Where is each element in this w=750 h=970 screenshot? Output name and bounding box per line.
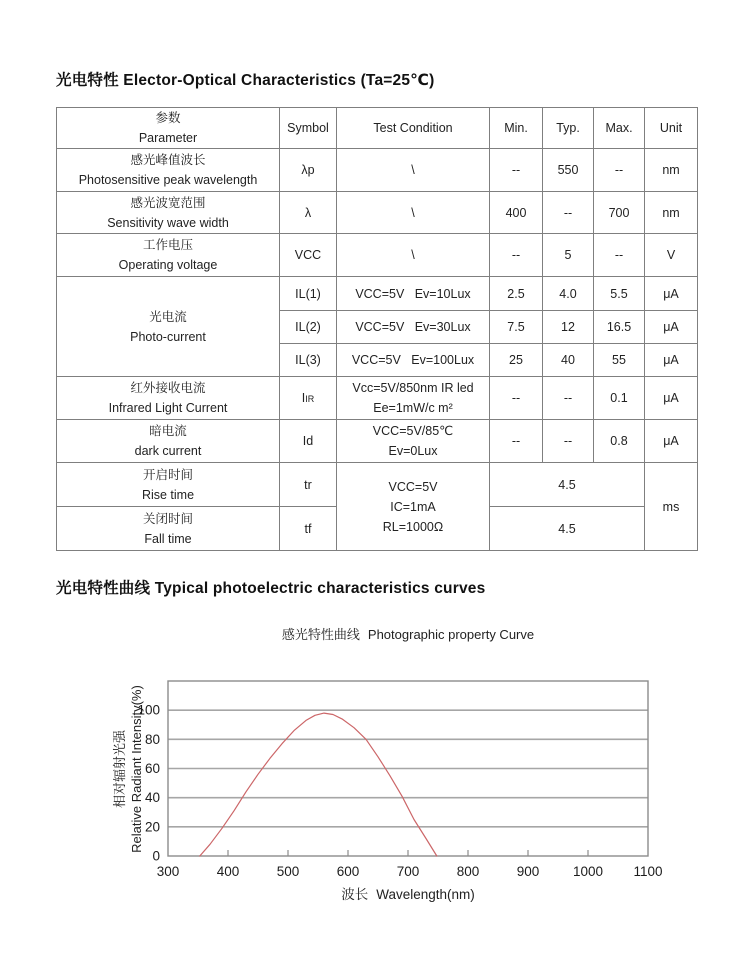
max-cell: 0.8 bbox=[594, 420, 645, 463]
x-tick-label-500: 500 bbox=[276, 864, 300, 879]
y-tick-label-20: 20 bbox=[144, 819, 160, 835]
condition-line3: RL=1000Ω bbox=[382, 519, 444, 534]
min-cell: 25 bbox=[490, 344, 543, 377]
condition-cell: \ bbox=[337, 234, 490, 277]
typ-cell: 12 bbox=[543, 311, 594, 344]
x-tick-label-800: 800 bbox=[456, 864, 480, 879]
param-cn: 感光峰值波长 bbox=[130, 153, 206, 167]
unit-cell: nm bbox=[645, 192, 698, 234]
symbol-cell: tr bbox=[280, 463, 337, 507]
x-tick-label-1100: 1100 bbox=[633, 864, 663, 879]
max-cell: 16.5 bbox=[594, 311, 645, 344]
condition-cell: VCC=5V Ev=10Lux bbox=[337, 277, 490, 311]
symbol-cell: IL(1) bbox=[280, 277, 337, 311]
header-typ: Typ. bbox=[543, 108, 594, 149]
unit-cell: μA bbox=[645, 277, 698, 311]
symbol-cell: IL(2) bbox=[280, 311, 337, 344]
param-en: dark current bbox=[134, 444, 202, 458]
row-infrared-current bbox=[57, 377, 698, 420]
typ-cell: 40 bbox=[543, 344, 594, 377]
row-wave-width bbox=[57, 192, 698, 234]
y-tick-label-60: 60 bbox=[144, 761, 160, 776]
header-symbol: Symbol bbox=[280, 108, 337, 149]
row-photo-current-il1 bbox=[57, 277, 698, 311]
x-tick-label-900: 900 bbox=[516, 864, 540, 879]
min-cell: 7.5 bbox=[490, 311, 543, 344]
param-en: Fall time bbox=[144, 531, 192, 546]
param-cell bbox=[57, 420, 280, 463]
response-curve bbox=[200, 713, 437, 856]
row-rise-time bbox=[57, 463, 698, 507]
symbol-cell: Id bbox=[280, 420, 337, 463]
typ-cell: -- bbox=[543, 420, 594, 463]
min-cell: 400 bbox=[490, 192, 543, 234]
response-curve-chart bbox=[100, 618, 720, 918]
symbol-cell: λ bbox=[280, 192, 337, 234]
param-cn: 开启时间 bbox=[142, 467, 193, 482]
symbol-cell: tf bbox=[280, 507, 337, 551]
y-axis-title-cn: 相对辐射光强 bbox=[112, 730, 127, 809]
param-cell bbox=[57, 234, 280, 277]
row-peak-wavelength bbox=[57, 149, 698, 192]
rise-time-value-cell: 4.5 bbox=[490, 463, 645, 507]
unit-cell: V bbox=[645, 234, 698, 277]
typ-cell: 4.0 bbox=[543, 277, 594, 311]
condition-cell: VCC=5V Ev=100Lux bbox=[337, 344, 490, 377]
typ-cell: 5 bbox=[543, 234, 594, 277]
unit-cell: μA bbox=[645, 420, 698, 463]
header-max: Max. bbox=[594, 108, 645, 149]
x-axis-title-en: Wavelength(nm) bbox=[376, 887, 475, 902]
x-tick-label-1000: 1000 bbox=[572, 864, 604, 879]
condition-line1: VCC=5V/85℃ bbox=[372, 424, 454, 438]
param-en: Infrared Light Current bbox=[108, 401, 228, 415]
condition-line2: Ev=0Lux bbox=[388, 444, 438, 458]
table-header-row bbox=[57, 108, 698, 149]
y-tick-label-40: 40 bbox=[144, 790, 160, 806]
param-cell bbox=[57, 463, 280, 507]
y-tick-label-0: 0 bbox=[152, 848, 160, 864]
row-operating-voltage bbox=[57, 234, 698, 277]
fall-time-value-cell: 4.5 bbox=[490, 507, 645, 551]
max-cell: 0.1 bbox=[594, 377, 645, 420]
y-tick-label-100: 100 bbox=[137, 702, 160, 718]
min-cell: -- bbox=[490, 149, 543, 192]
param-en: Photo-current bbox=[130, 329, 206, 344]
y-tick-label-80: 80 bbox=[144, 731, 160, 747]
typ-cell: 550 bbox=[543, 149, 594, 192]
condition-line1: Vcc=5V/850nm IR led bbox=[352, 381, 474, 395]
unit-cell: μA bbox=[645, 377, 698, 420]
min-cell: -- bbox=[490, 420, 543, 463]
min-cell: -- bbox=[490, 377, 543, 420]
x-tick-label-700: 700 bbox=[396, 864, 420, 879]
condition-cell bbox=[337, 420, 490, 463]
min-cell: -- bbox=[490, 234, 543, 277]
condition-line1: VCC=5V bbox=[388, 479, 438, 494]
min-cell: 2.5 bbox=[490, 277, 543, 311]
chart-title-en: Photographic property Curve bbox=[367, 627, 535, 642]
condition-cell: VCC=5V Ev=30Lux bbox=[337, 311, 490, 344]
param-cn: 光电流 bbox=[149, 309, 187, 324]
param-cn: 工作电压 bbox=[142, 238, 193, 252]
param-cell bbox=[57, 377, 280, 420]
y-axis-title-en: Relative Radiant Intensity(%) bbox=[129, 685, 144, 853]
typ-cell: -- bbox=[543, 377, 594, 420]
param-en: Sensitivity wave width bbox=[107, 215, 229, 230]
param-cell bbox=[57, 192, 280, 234]
param-cell bbox=[57, 149, 280, 192]
symbol-cell bbox=[280, 377, 337, 420]
x-tick-label-300: 300 bbox=[156, 864, 180, 879]
param-en: Photosensitive peak wavelength bbox=[78, 173, 258, 187]
electro-optical-characteristics-table bbox=[56, 107, 698, 551]
max-cell: -- bbox=[594, 234, 645, 277]
param-cell bbox=[57, 507, 280, 551]
condition-cell: \ bbox=[337, 192, 490, 234]
param-cn: 关闭时间 bbox=[142, 511, 193, 526]
header-parameter bbox=[57, 108, 280, 149]
param-en: Rise time bbox=[141, 487, 195, 502]
condition-line2: IC=1mA bbox=[390, 499, 436, 514]
condition-cell-timing bbox=[337, 463, 490, 551]
section-title-curves: 光电特性曲线 Typical photoelectric characteristics curves bbox=[56, 580, 486, 597]
param-cn: 感光波宽范围 bbox=[130, 195, 206, 210]
symbol-cell: λp bbox=[280, 149, 337, 192]
condition-cell: \ bbox=[337, 149, 490, 192]
param-cell-photo-current bbox=[57, 277, 280, 377]
x-axis-title bbox=[168, 883, 648, 903]
unit-cell-timing: ms bbox=[645, 463, 698, 551]
condition-line2: Ee=1mW/c m² bbox=[373, 401, 453, 415]
unit-cell: μA bbox=[645, 311, 698, 344]
symbol-base: I bbox=[301, 390, 306, 405]
param-cn: 红外接收电流 bbox=[130, 381, 206, 395]
header-parameter-cn: 参数 bbox=[155, 111, 181, 125]
unit-cell: μA bbox=[645, 344, 698, 377]
symbol-cell: VCC bbox=[280, 234, 337, 277]
param-en: Operating voltage bbox=[118, 258, 218, 272]
max-cell: 700 bbox=[594, 192, 645, 234]
x-tick-label-400: 400 bbox=[216, 864, 240, 879]
header-min: Min. bbox=[490, 108, 543, 149]
typ-cell: -- bbox=[543, 192, 594, 234]
section-title-electro-optical: 光电特性 Elector-Optical Characteristics (Ta=25℃) bbox=[56, 72, 435, 89]
symbol-cell: IL(3) bbox=[280, 344, 337, 377]
condition-cell bbox=[337, 377, 490, 420]
header-unit: Unit bbox=[645, 108, 698, 149]
x-tick-label-600: 600 bbox=[336, 864, 360, 879]
max-cell: 5.5 bbox=[594, 277, 645, 311]
x-axis-title-cn: 波长 bbox=[341, 887, 369, 902]
symbol-subscript: IR bbox=[305, 393, 315, 404]
max-cell: 55 bbox=[594, 344, 645, 377]
row-dark-current bbox=[57, 420, 698, 463]
chart-title-cn: 感光特性曲线 bbox=[281, 627, 360, 642]
max-cell: -- bbox=[594, 149, 645, 192]
header-parameter-en: Parameter bbox=[138, 131, 198, 145]
unit-cell: nm bbox=[645, 149, 698, 192]
header-test-condition: Test Condition bbox=[337, 108, 490, 149]
param-cn: 暗电流 bbox=[149, 424, 187, 438]
